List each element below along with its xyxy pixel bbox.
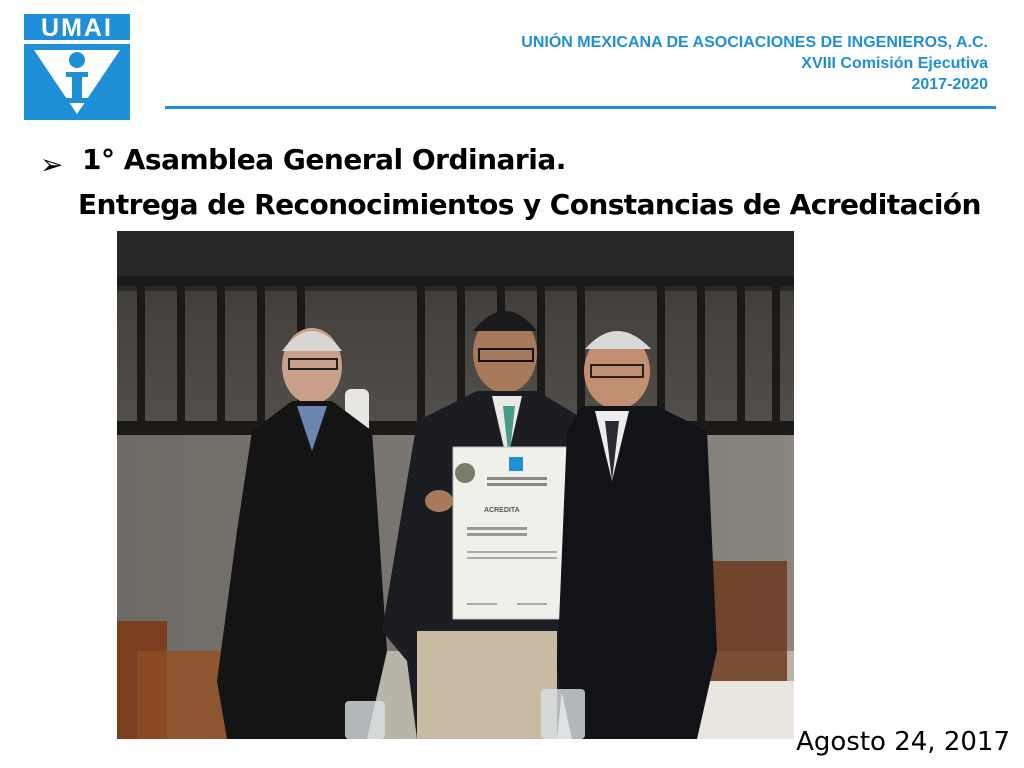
organization-name: UNIÓN MEXICANA DE ASOCIACIONES DE INGENIEROS, A.C. <box>521 34 988 51</box>
umai-logo-icon <box>22 10 132 122</box>
organization-header <box>521 32 988 95</box>
event-date: Agosto 24, 2017 <box>796 727 1010 757</box>
slide-subtitle: Entrega de Reconocimientos y Constancias de Acreditación <box>78 188 981 221</box>
header-divider <box>165 106 996 109</box>
commission-label: XVIII Comisión Ejecutiva <box>801 55 988 72</box>
slide-title: 1° Asamblea General Ordinaria. <box>82 143 566 176</box>
svg-text:UMAI: UMAI <box>41 14 113 42</box>
event-photo <box>117 231 794 739</box>
certificate-heading: ACREDITA <box>484 507 520 514</box>
arrow-bullet-icon: ➢ <box>40 149 64 180</box>
period-label: 2017-2020 <box>911 76 988 93</box>
